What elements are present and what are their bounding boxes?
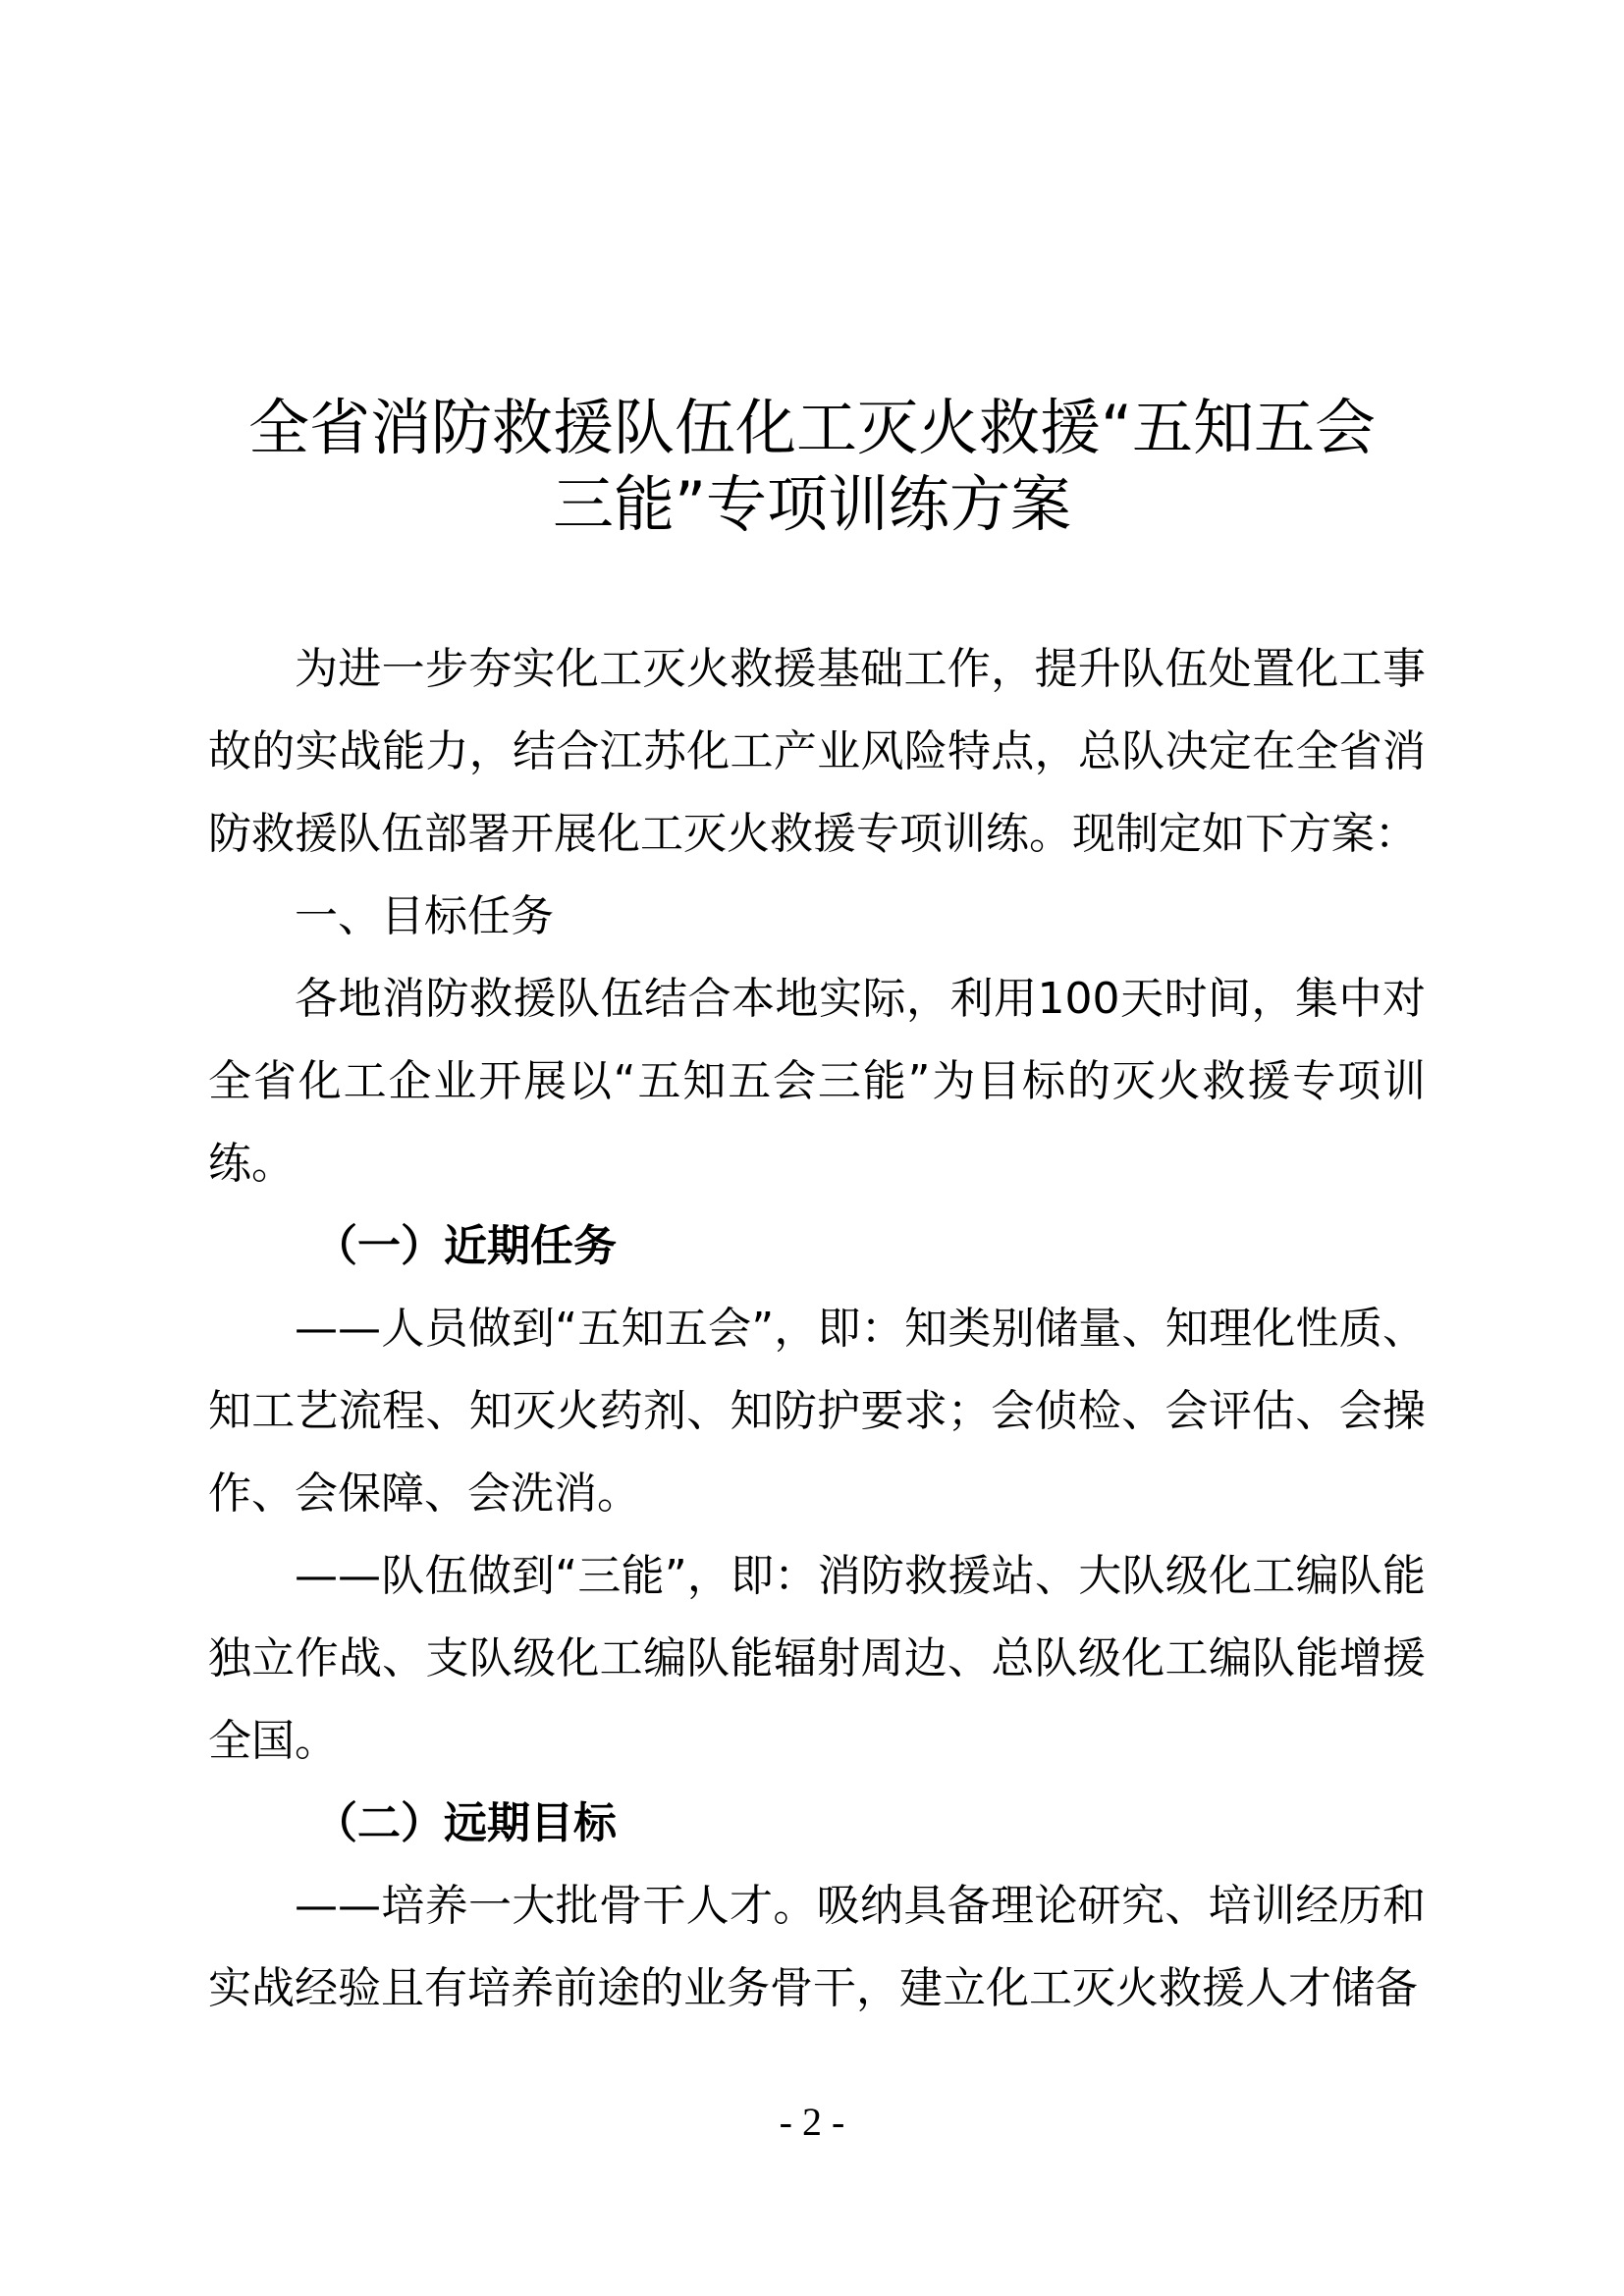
intro-paragraph: 为进一步夯实化工灭火救援基础工作，提升队伍处置化工事故的实战能力，结合江苏化工产业风险特点，总队决定在全省消防救援队伍部署开展化工灭火救援专项训练。现制定如下方案：: [208, 644, 1426, 859]
document-title-line-1: 全省消防救援队伍化工灭火救援“五知五会: [247, 392, 1377, 463]
document-title-line-2: 三能”专项训练方案: [552, 468, 1072, 540]
section-heading-goals: 一、目标任务: [295, 891, 554, 941]
near-term-item-teams: ——队伍做到“三能”，即：消防救援站、大队级化工编队能独立作战、支队级化工编队能辐射周边、总队级化工编队能增援全国。: [208, 1551, 1426, 1766]
subsection-heading-near-term: （一）近期任务: [314, 1221, 617, 1271]
long-term-item-talent: ——培养一大批骨干人才。吸纳具备理论研究、培训经历和实战经验且有培养前途的业务骨干，建立化工灭火救援人才储备: [208, 1881, 1426, 2013]
subsection-heading-long-term: （二）远期目标: [314, 1798, 617, 1848]
goals-paragraph: 各地消防救援队伍结合本地实际，利用100天时间，集中对全省化工企业开展以“五知五会三能”为目标的灭火救援专项训练。: [208, 974, 1426, 1189]
page-number: - 2 -: [779, 2100, 845, 2144]
document-body: [208, 628, 1426, 2030]
near-term-item-personnel: ——人员做到“五知五会”，即：知类别储量、知理化性质、知工艺流程、知灭火药剂、知防护要求；会侦检、会评估、会操作、会保障、会洗消。: [208, 1304, 1426, 1519]
